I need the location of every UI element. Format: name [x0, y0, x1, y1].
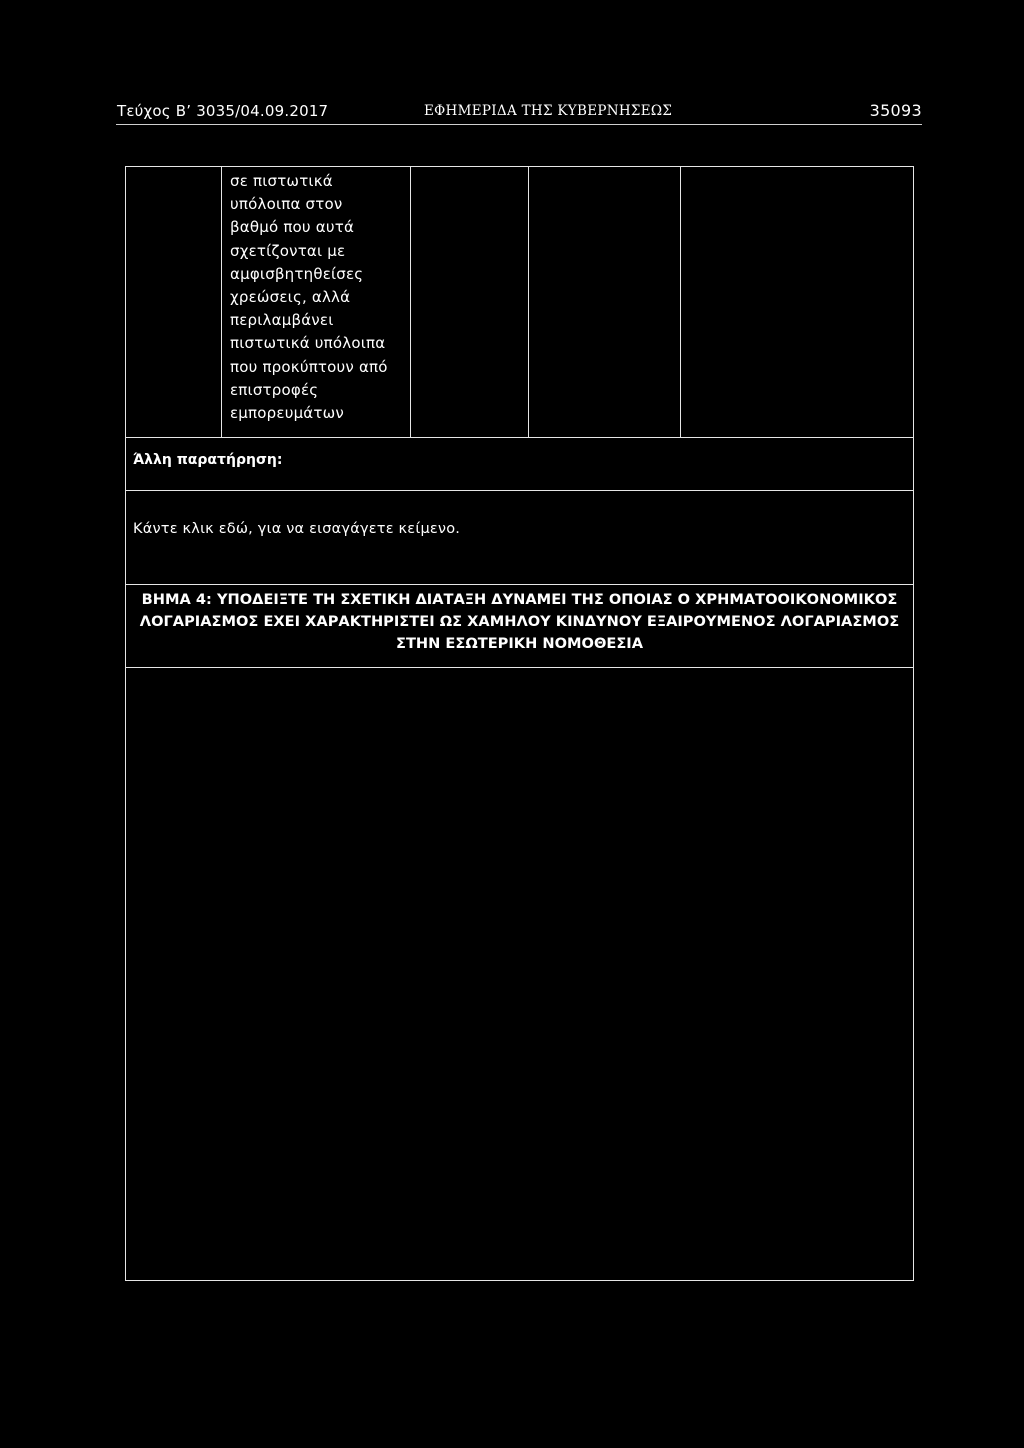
column-divider-4: [680, 167, 681, 437]
description-line: υπόλοιπα στον: [230, 195, 343, 214]
description-line: περιλαμβάνει: [230, 311, 334, 330]
description-line: σχετίζονται με: [230, 241, 346, 260]
description-line: εμπορευμάτων: [230, 404, 344, 423]
description-line: αμφισβητηθείσες: [230, 264, 364, 283]
description-line: πιστωτικά υπόλοιπα: [230, 334, 386, 353]
other-remark-label: Άλλη παρατήρηση:: [133, 452, 283, 468]
row-divider-step4: [126, 584, 913, 585]
description-line: χρεώσεις, αλλά: [230, 288, 351, 307]
description-line: που προκύπτουν από: [230, 357, 388, 376]
column-divider-2: [410, 167, 411, 437]
row-divider-answer: [126, 667, 913, 668]
description-cell: [230, 170, 410, 425]
gazette-title: ΕΦΗΜΕΡΙΔΑ ΤΗΣ ΚΥΒΕΡΝΗΣΕΩΣ: [424, 103, 673, 119]
description-line: σε πιστωτικά: [230, 172, 333, 190]
issue-label: Τεύχος Β’ 3035/04.09.2017: [117, 102, 329, 120]
remark-text-field[interactable]: Κάντε κλικ εδώ, για να εισαγάγετε κείμενο.: [133, 521, 461, 537]
step4-heading-line: ΛΟΓΑΡΙΑΣΜΟΣ ΕΧΕΙ ΧΑΡΑΚΤΗΡΙΣΤΕΙ ΩΣ ΧΑΜΗΛΟΥ ΚΙΝΔΥΝΟΥ ΕΞΑΙΡΟΥΜΕΝΟΣ ΛΟΓΑΡΙΑΣΜΟΣ: [139, 613, 900, 630]
step4-heading-line: ΒΗΜΑ 4: ΥΠΟΔΕΙΞΤΕ ΤΗ ΣΧΕΤΙΚΗ ΔΙΑΤΑΞΗ ΔΥΝΑΜΕΙ ΤΗΣ ΟΠΟΙΑΣ Ο ΧΡΗΜΑΤΟΟΙΚΟΝΟΜΙΚΟΣ: [141, 591, 898, 608]
step4-heading: [127, 589, 912, 655]
column-divider-1: [221, 167, 222, 437]
description-line: βαθμό που αυτά: [230, 218, 355, 237]
column-divider-3: [528, 167, 529, 437]
row-divider-input: [126, 490, 913, 491]
page-number: 35093: [869, 101, 922, 120]
header-divider: [116, 124, 922, 125]
row-divider-remark: [126, 437, 913, 438]
step4-heading-line: ΣΤΗΝ ΕΣΩΤΕΡΙΚΗ ΝΟΜΟΘΕΣΙΑ: [395, 635, 644, 652]
step4-answer-area[interactable]: [127, 669, 912, 1278]
description-line: επιστροφές: [230, 380, 319, 399]
